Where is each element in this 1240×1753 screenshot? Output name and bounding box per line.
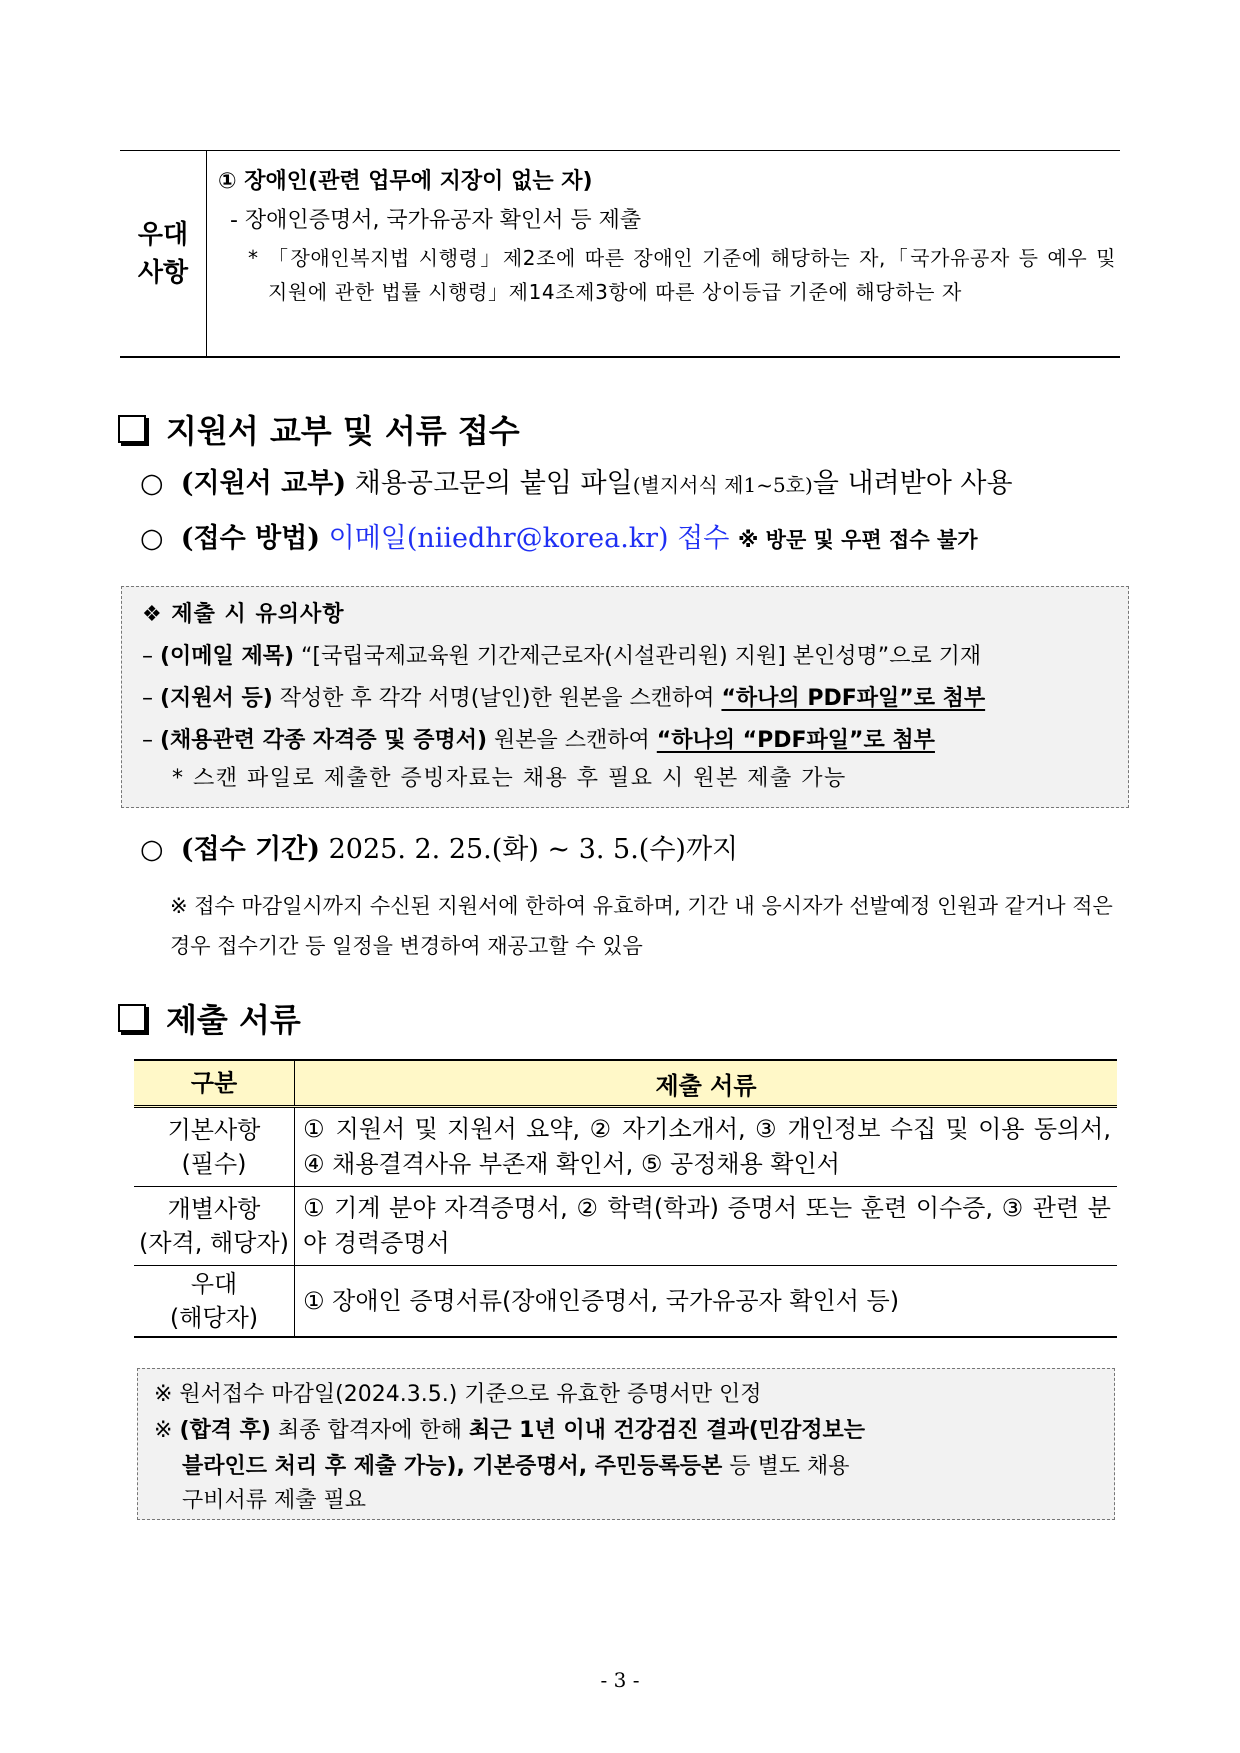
- preference-label: 우대 사항: [120, 151, 207, 356]
- notice-text: 작성한 후 각각 서명(날인)한 원본을 스캔하여: [279, 686, 715, 711]
- notice-row-application: – (지원서 등) 작성한 후 각각 서명(날인)한 원본을 스캔하여 “하나의 PDF파일”로 첨부: [142, 686, 986, 711]
- page-number: - 3 -: [600, 1668, 640, 1692]
- notice-row-email-subject: – (이메일 제목) “[국립국제교육원 기간제근로자(시설관리원) 지원] 본인성명”으로 기재: [142, 644, 982, 669]
- submission-notice-box: [121, 586, 1129, 808]
- notice-row-certificates: – (채용관련 각종 자격증 및 증명서) 원본을 스캔하여 “하나의 “PDF파일”로 첨부: [142, 728, 935, 753]
- notice-title: ❖ 제출 시 유의사항: [142, 602, 345, 627]
- preference-table: [120, 150, 1120, 358]
- notice-label: (채용관련 각종 자격증 및 증명서): [160, 728, 488, 753]
- health-check-note-cont: [182, 1449, 1100, 1485]
- preference-item-title: ① 장애인(관련 업무에 지장이 없는 자): [218, 169, 593, 194]
- checkbox-square-icon: [118, 415, 146, 443]
- note-mark: ※: [154, 1418, 173, 1443]
- preference-note-text: 「장애인복지법 시행령」제2조에 따른 장애인 기준에 해당하는 자,「국가유공자 등 예우 및 지원에 관한 법률 시행령」제14조제3항에 따른 상이등급 기준에 해당하는 자: [268, 246, 1116, 304]
- period-date: 2025. 2. 25.(화) ~ 3. 5.(수): [328, 834, 686, 865]
- line-note: ※ 방문 및 우편 접수 불가: [737, 528, 978, 552]
- note-bold: 최근 1년 이내 건강검진 결과(민감정보는: [468, 1418, 866, 1443]
- header-documents: 제출 서류: [295, 1060, 1118, 1107]
- row-items: ① 기계 분야 자격증명서, ② 학력(학과) 증명서 또는 훈련 이수증, ③ 관련 분야 경력증명서: [295, 1187, 1118, 1266]
- note-text: 등 별도 채용: [729, 1454, 850, 1479]
- preference-content: [218, 163, 1116, 309]
- row-category: 기본사항 (필수): [134, 1107, 295, 1187]
- line-label: (접수 방법): [180, 523, 321, 554]
- bullet-line-submission-method: [140, 517, 977, 561]
- notice-label: (이메일 제목): [160, 644, 295, 669]
- checkbox-square-icon: [118, 1004, 146, 1032]
- table-row: [134, 1107, 1117, 1187]
- line-label: (지원서 교부): [180, 468, 347, 499]
- section-heading-application: [118, 406, 520, 452]
- section-heading-documents: [118, 995, 301, 1041]
- notice-emphasis: “하나의 “PDF파일”로 첨부: [656, 728, 935, 753]
- preference-item-sub: - 장애인증명서, 국가유공자 확인서 등 제출: [230, 208, 642, 233]
- row-items: ① 장애인 증명서류(장애인증명서, 국가유공자 확인서 등): [295, 1266, 1118, 1338]
- circle-bullet-icon: ○: [140, 834, 164, 865]
- circle-bullet-icon: ○: [140, 523, 164, 554]
- row-category: 우대 (해당자): [134, 1266, 295, 1338]
- notice-emphasis: “하나의 PDF파일”로 첨부: [721, 686, 986, 711]
- line-small-text: (별지서식 제1~5호): [632, 473, 813, 497]
- section-title-text: 제출 서류: [166, 1001, 301, 1039]
- note-text: 최종 합격자에 한해: [277, 1418, 462, 1443]
- note-star: *: [248, 246, 259, 270]
- health-check-note: [154, 1413, 1100, 1449]
- notice-row-scan-note: * 스캔 파일로 제출한 증빙자료는 채용 후 필요 시 원본 제출 가능: [172, 766, 847, 791]
- preference-note: [218, 241, 1116, 309]
- period-note: ※ 접수 마감일시까지 수신된 지원서에 한하여 유효하며, 기간 내 응시자가 선발예정 인원과 같거나 적은 경우 접수기간 등 일정을 변경하여 재공고할 수 있음: [170, 894, 1113, 958]
- line-tail: 을 내려받아 사용: [812, 468, 1013, 499]
- notice-label: (지원서 등): [160, 686, 273, 711]
- row-category: 개별사항 (자격, 해당자): [134, 1187, 295, 1266]
- row-items: ① 지원서 및 지원서 요약, ② 자기소개서, ③ 개인정보 수집 및 이용 동의서, ④ 채용결격사유 부존재 확인서, ⑤ 공정채용 확인서: [295, 1107, 1118, 1187]
- notice-text: “[국립국제교육원 기간제근로자(시설관리원) 지원] 본인성명”으로 기재: [301, 644, 982, 669]
- circle-bullet-icon: ○: [140, 468, 164, 499]
- note-bold: 블라인드 처리 후 제출 가능), 기본증명서, 주민등록등본: [182, 1454, 723, 1479]
- bullet-line-period: [140, 828, 738, 872]
- section-title-text: 지원서 교부 및 서류 접수: [166, 412, 520, 450]
- email-link[interactable]: 이메일(niiedhr@korea.kr) 접수: [328, 523, 730, 554]
- documents-table: [134, 1059, 1117, 1338]
- period-suffix: 까지: [685, 834, 739, 865]
- table-header-row: [134, 1060, 1117, 1107]
- validity-notice-box: [137, 1368, 1115, 1520]
- table-row: [134, 1187, 1117, 1266]
- health-check-note-end: 구비서류 제출 필요: [182, 1488, 367, 1513]
- bullet-line-application-form: [140, 462, 1013, 506]
- period-label: (접수 기간): [180, 834, 321, 865]
- line-text: 채용공고문의 붙임 파일: [354, 468, 633, 499]
- notice-text: 원본을 스캔하여: [494, 728, 650, 753]
- table-row: [134, 1266, 1117, 1338]
- header-category: 구분: [134, 1060, 295, 1107]
- note-bold: (합격 후): [179, 1418, 271, 1443]
- validity-note: ※ 원서접수 마감일(2024.3.5.) 기준으로 유효한 증명서만 인정: [154, 1382, 762, 1407]
